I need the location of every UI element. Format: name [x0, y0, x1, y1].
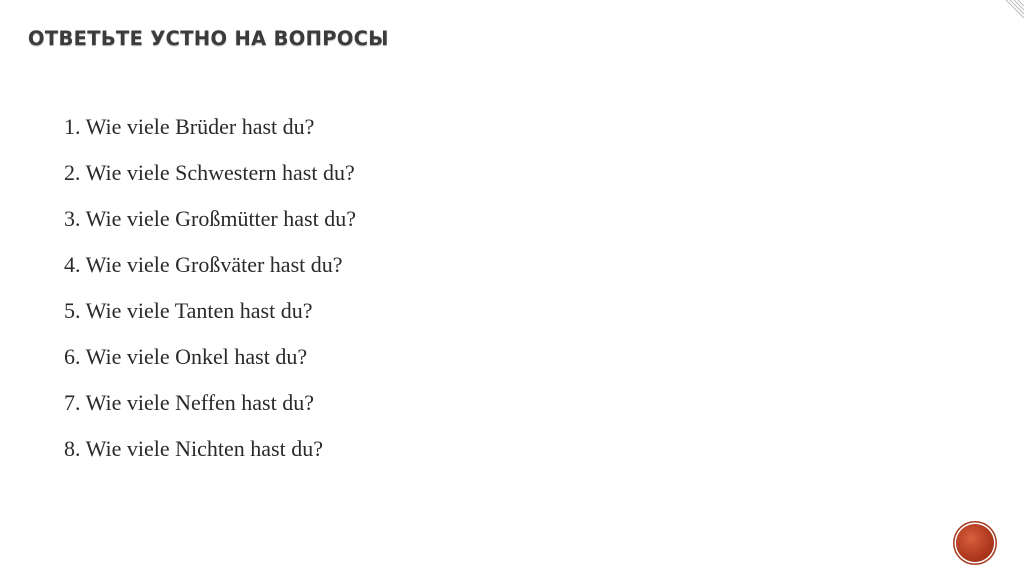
question-list	[64, 114, 356, 482]
question-item: 2. Wie viele Schwestern hast du?	[64, 160, 355, 185]
question-item: 4. Wie viele Großväter hast du?	[64, 252, 343, 277]
question-item: 1. Wie viele Brüder hast du?	[64, 114, 315, 139]
question-item: 7. Wie viele Neffen hast du?	[64, 390, 314, 415]
question-item: 6. Wie viele Onkel hast du?	[64, 344, 308, 369]
slide-title: ОТВЕТЬТЕ УСТНО НА ВОПРОСЫ	[28, 27, 389, 50]
page-number	[956, 524, 994, 562]
page-number-circle-icon	[956, 524, 994, 562]
diagonal-stripes-corner-icon	[1000, 0, 1024, 24]
question-item: 3. Wie viele Großmütter hast du?	[64, 206, 356, 231]
question-item: 5. Wie viele Tanten hast du?	[64, 298, 313, 323]
question-item: 8. Wie viele Nichten hast du?	[64, 436, 323, 461]
